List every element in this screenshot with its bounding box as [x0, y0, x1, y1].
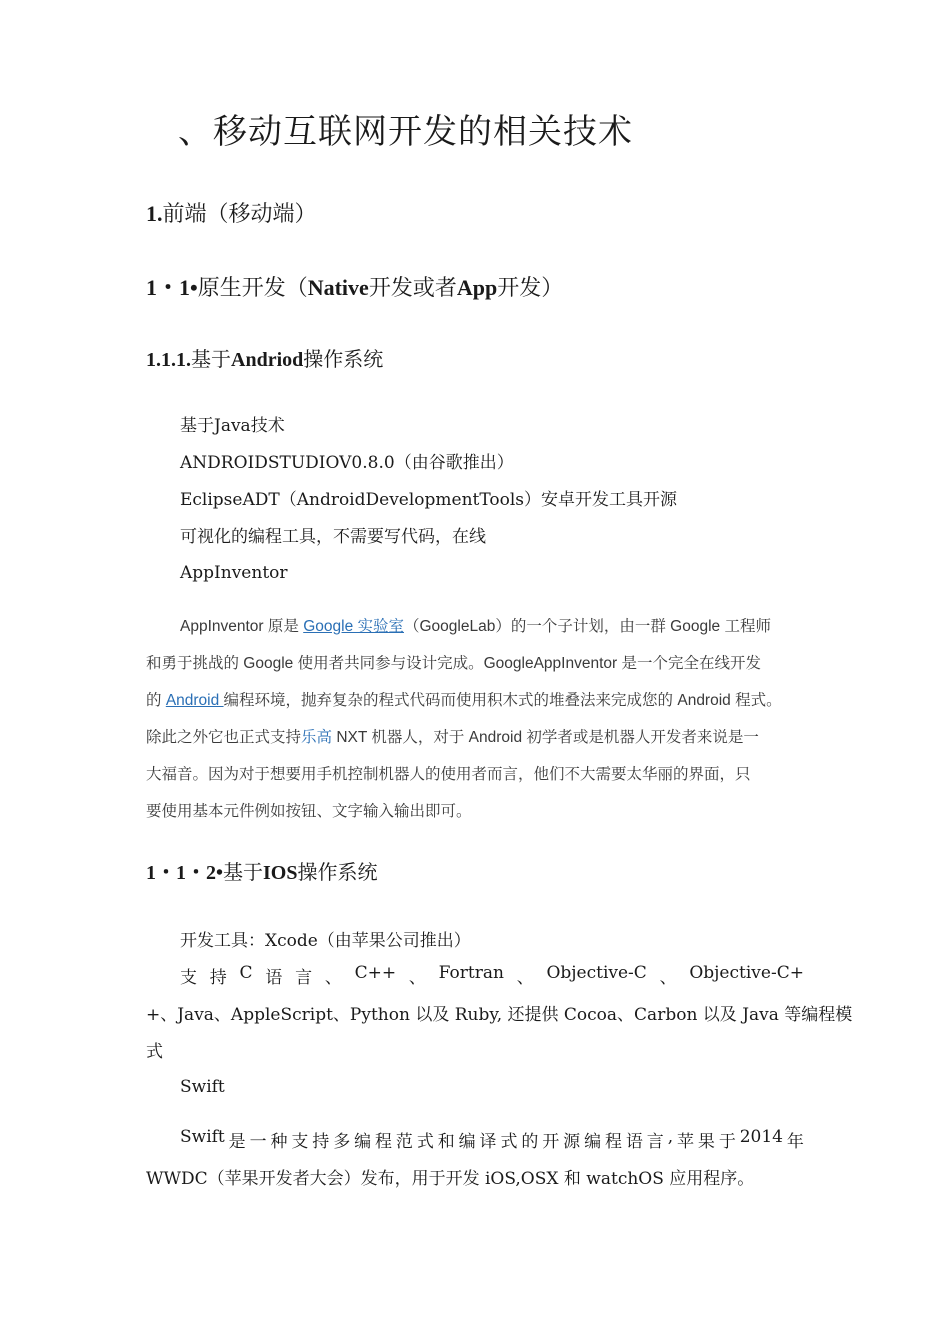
word: 和 [437, 1132, 455, 1152]
appinventor-paragraph-line: 的 Android 编程环境，抛弃复杂的程式代码而使用积木式的堆叠法来完成您的 Android 程式。 [146, 692, 782, 709]
word: 2014 [739, 1127, 783, 1147]
word: 、 [516, 968, 534, 988]
word: 源 [563, 1132, 581, 1152]
word: 是 [228, 1132, 246, 1152]
appinventor-paragraph-line: AppInventor 原是 Google 实验室（GoogleLab）的一个子计划，由一群 Google 工程师 [180, 618, 771, 635]
appinventor-paragraph-line: 除此之外它也正式支持乐高 NXT 机器人，对于 Android 初学者或是机器人开发者来说是一 [146, 729, 759, 746]
word: Objective-C+ [689, 963, 804, 983]
appinventor-paragraph-line: 和勇于挑战的 Google 使用者共同参与设计完成。GoogleAppInventor 是一个完全在线开发 [146, 655, 761, 672]
word: 编 [584, 1132, 602, 1152]
word: 范 [395, 1132, 413, 1152]
word: 苹 [677, 1132, 695, 1152]
android-line: AppInventor [180, 563, 288, 583]
word: 、 [408, 968, 426, 988]
word: 年 [786, 1132, 804, 1152]
word: 、 [324, 968, 342, 988]
document-title: 、移动互联网开发的相关技术 [178, 112, 633, 152]
word: 支 [291, 1132, 309, 1152]
word: Swift [180, 1127, 225, 1147]
word: C [239, 963, 253, 983]
word: 编 [458, 1132, 476, 1152]
heading-android: 1.1.1.基于Andriod操作系统 [146, 347, 384, 371]
word: 种 [270, 1132, 288, 1152]
swift-description-line: WWDC（苹果开发者大会）发布，用于开发 iOS,OSX 和 watchOS 应用程序。 [146, 1169, 755, 1189]
heading-text: 前端（移动端） [162, 202, 317, 227]
lego-link[interactable]: 乐高 [301, 729, 333, 746]
word: 持 [209, 968, 227, 988]
android-line: 基于Java技术 [180, 416, 285, 436]
android-line: EclipseADT（AndroidDevelopmentTools）安卓开发工具开源 [180, 490, 678, 510]
heading-number: 1.1.1. [146, 349, 191, 371]
heading-ios: 1・1・2•基于IOS操作系统 [146, 860, 378, 884]
ios-tools-line: 开发工具：Xcode（由苹果公司推出） [180, 931, 471, 951]
word: 语 [265, 968, 283, 988]
word: 式 [416, 1132, 434, 1152]
google-lab-link[interactable]: Google 实验室 [303, 618, 404, 635]
android-line: 可视化的编程工具，不需要写代码，在线 [180, 527, 486, 547]
appinventor-paragraph-line: 大福音。因为对于想要用手机控制机器人的使用者而言，他们不大需要太华丽的界面，只 [146, 766, 751, 783]
word: Objective-C [546, 963, 647, 983]
heading-frontend [146, 197, 317, 228]
android-line: ANDROIDSTUDIOV0.8.0（由谷歌推出） [180, 453, 514, 473]
word: 程 [375, 1132, 393, 1152]
word: 语 [625, 1132, 643, 1152]
heading-number: 1・1・2• [146, 862, 224, 884]
word: 译 [479, 1132, 497, 1152]
appinventor-paragraph-line: 要使用基本元件例如按钮、文字输入输出即可。 [146, 803, 472, 820]
word: 果 [697, 1132, 715, 1152]
ios-languages-line: 式 [146, 1042, 163, 1062]
word: 程 [604, 1132, 622, 1152]
ios-languages-line: +、Java、AppleScript、Python 以及 Ruby, 还提供 Cocoa、Carbon 以及 Java 等编程模 [146, 1005, 853, 1025]
word: , [667, 1127, 674, 1147]
heading-native-development: 1・1•原生开发（Native开发或者App开发） [146, 275, 564, 301]
word: 言 [646, 1132, 664, 1152]
swift-title: Swift [180, 1077, 225, 1097]
heading-number: 1. [146, 201, 163, 226]
word: 编 [354, 1132, 372, 1152]
word: 开 [542, 1132, 560, 1152]
word: C++ [354, 963, 397, 983]
word: 式 [500, 1132, 518, 1152]
word: 持 [312, 1132, 330, 1152]
word: 的 [521, 1132, 539, 1152]
word: Fortran [438, 963, 504, 983]
word: 支 [180, 968, 197, 988]
android-link[interactable]: Android [165, 692, 224, 709]
swift-description-line [180, 1127, 804, 1152]
word: 多 [333, 1132, 351, 1152]
word: 一 [249, 1132, 267, 1152]
word: 、 [659, 968, 677, 988]
word: 言 [295, 968, 313, 988]
word: 于 [718, 1132, 736, 1152]
heading-number: 1・1• [146, 275, 198, 300]
ios-languages-line [180, 963, 804, 988]
